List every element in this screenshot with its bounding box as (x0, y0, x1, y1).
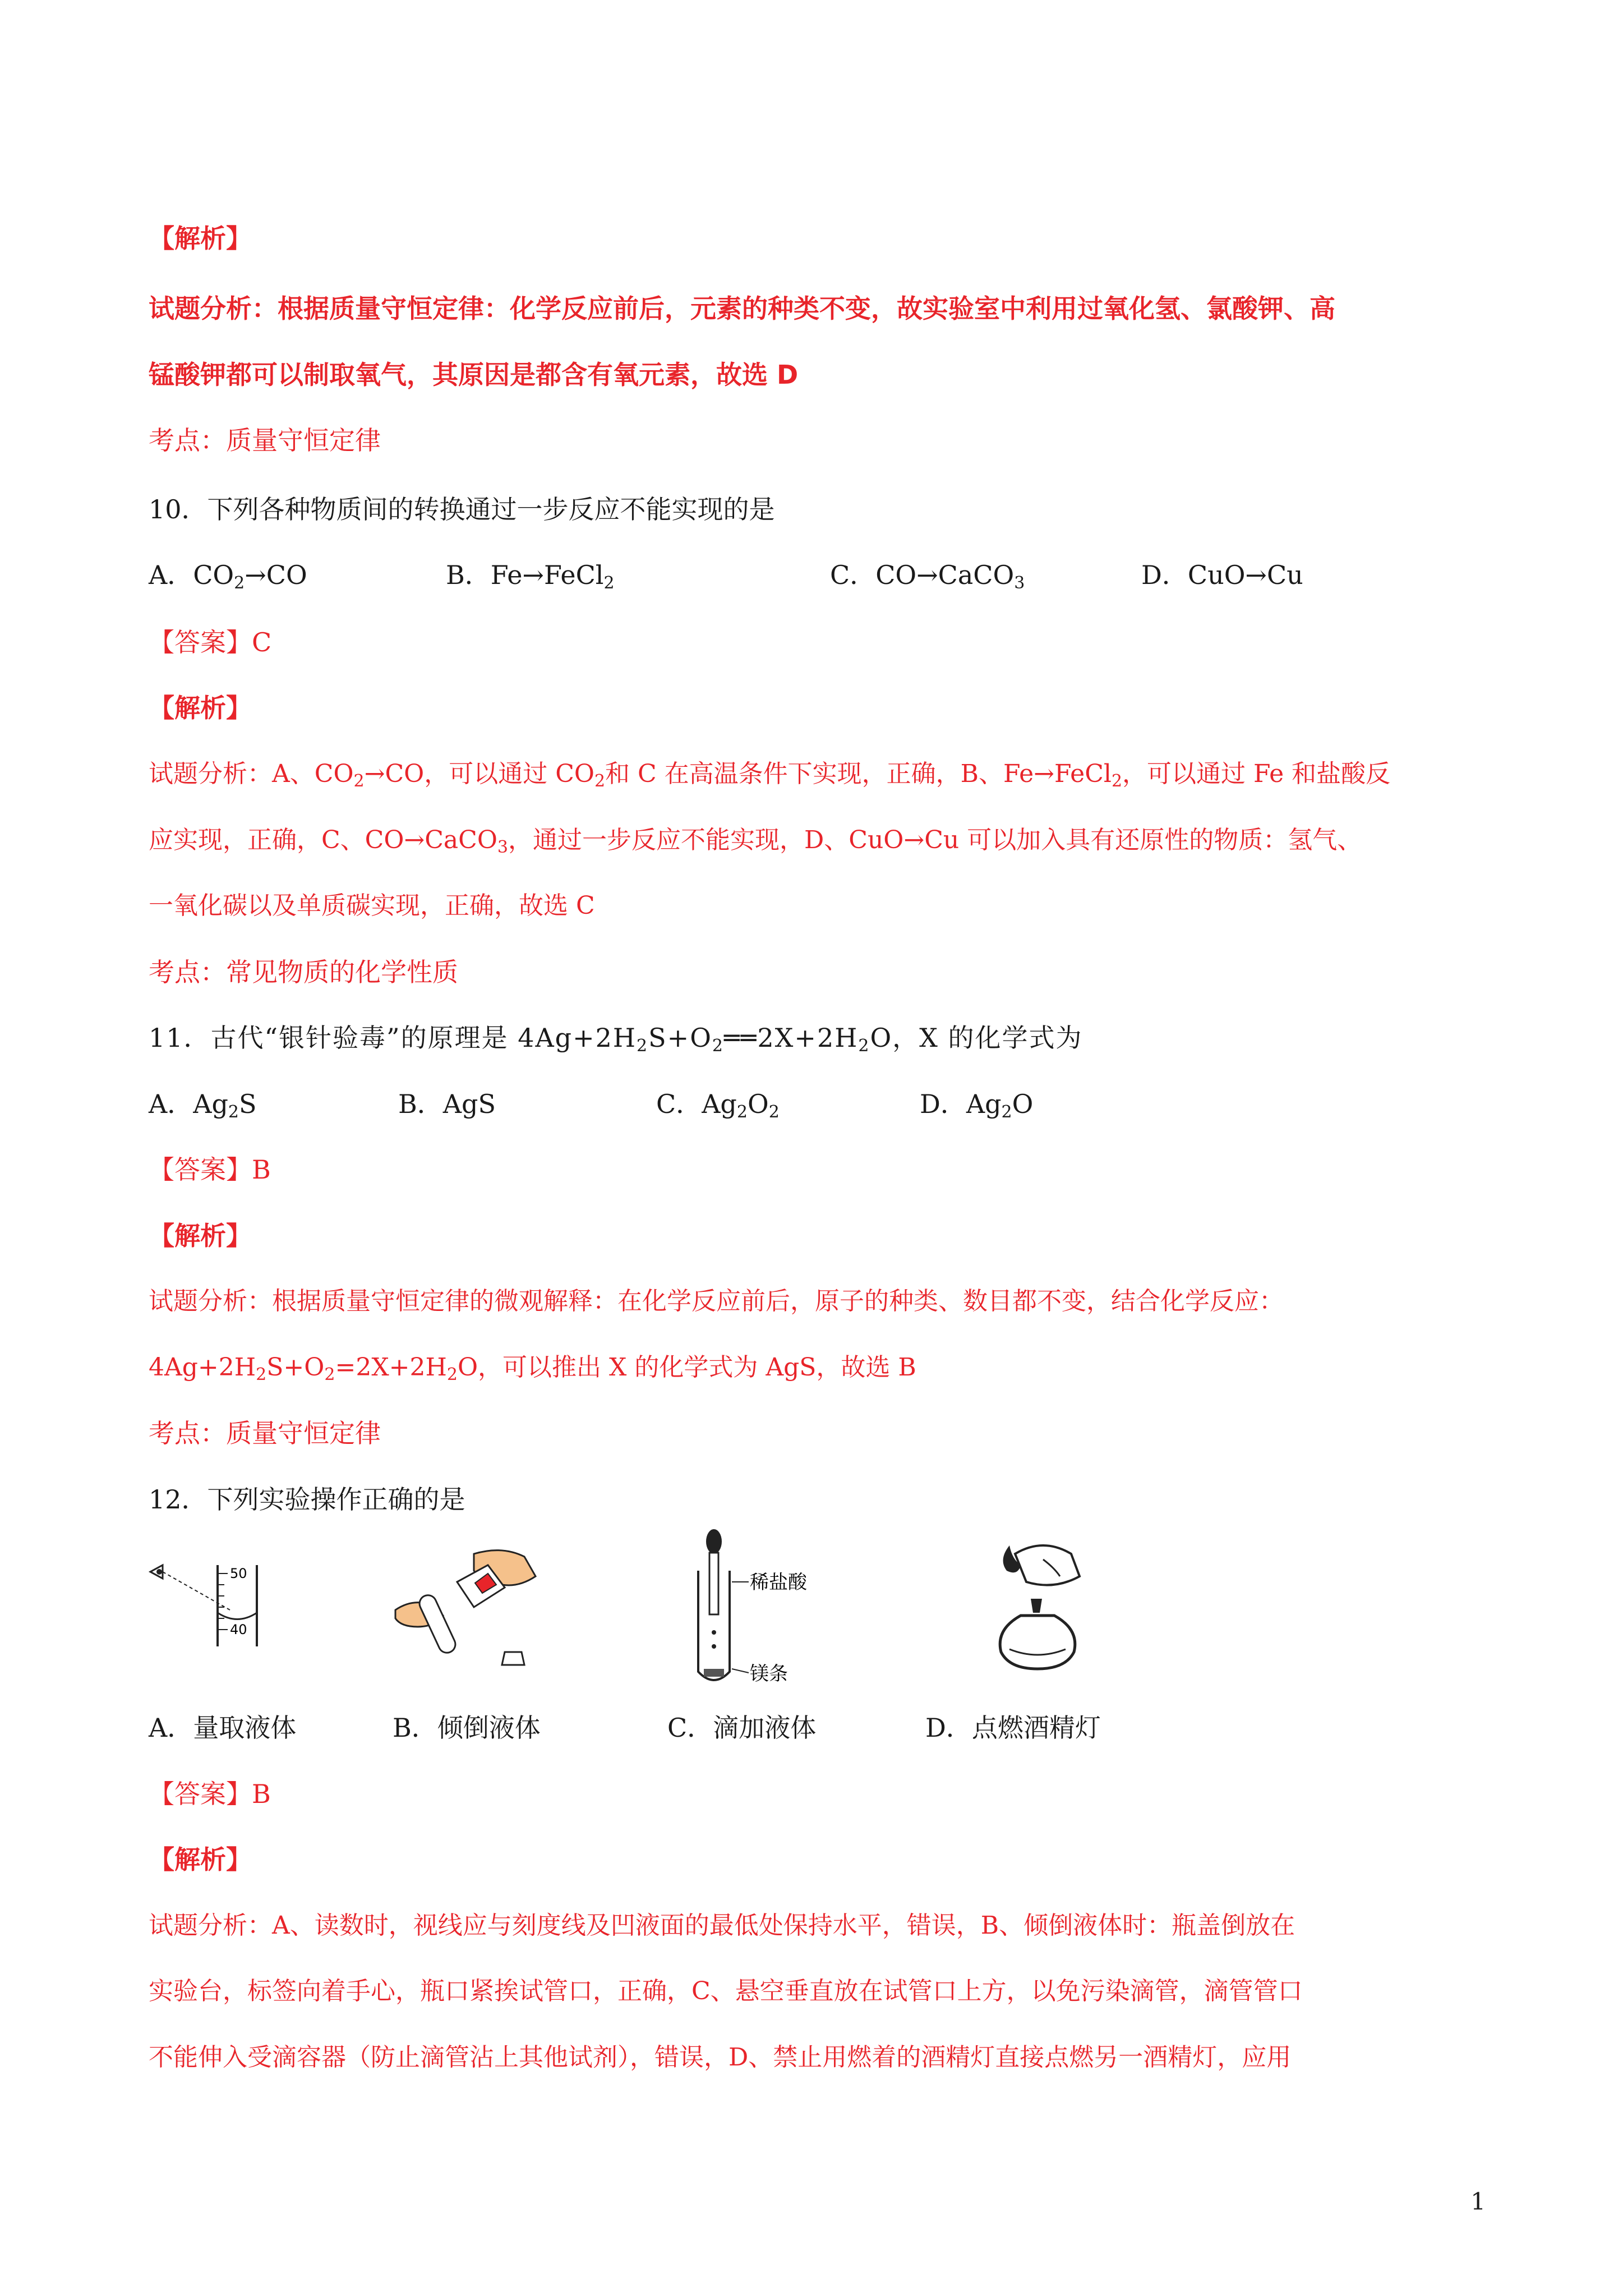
q11-analysis-line-2: $4Ag+2H_2S+O_2=2X+2H_2O$，可以推出 X 的化学式为 AgS，故选 B (149, 1353, 916, 1384)
q9-point: 考点：质量守恒定律 (149, 425, 381, 455)
q12-option-c: C．滴加液体 (667, 1713, 817, 1743)
q11-analysis-heading: 【解析】 (149, 1221, 252, 1251)
label-acid: 稀盐酸 (750, 1571, 807, 1594)
q10-stem: 10．下列各种物质间的转换通过一步反应不能实现的是 (149, 494, 775, 524)
figure-dropping-liquid (687, 1526, 872, 1694)
q11-option-d: D．$Ag_2O$ (920, 1089, 1034, 1122)
q12-stem: 12．下列实验操作正确的是 (149, 1484, 465, 1515)
eye-icon (150, 1565, 163, 1579)
q10-option-a: A．$CO_2\to CO$ (149, 560, 307, 593)
q11-analysis-line-1: 试题分析：根据质量守恒定律的微观解释：在化学反应前后，原子的种类、数目都不变，结合化学反应： (149, 1287, 1284, 1315)
scale-label-bottom: 40 (230, 1622, 247, 1637)
magnesium-strip (704, 1669, 724, 1677)
q11-option-c: C．$Ag_2O_2$ (656, 1089, 780, 1122)
q10-option-b: B．Fe→FeCl$_2$ (446, 560, 615, 593)
figure-alcohol-lamp (981, 1537, 1099, 1677)
dropper (706, 1529, 722, 1614)
q10-point: 考点：常见物质的化学性质 (149, 957, 458, 987)
q12-option-a: A．量取液体 (149, 1713, 297, 1743)
q9-analysis-line-2: 锰酸钾都可以制取氧气，其原因是都含有氧元素，故选 D (149, 360, 799, 390)
label-magnesium: 镁条 (750, 1663, 788, 1685)
figure-pouring-liquid (390, 1543, 558, 1672)
q10-analysis-line-1: 试题分析：A、$CO_2\to CO$，可以通过 $CO_2$和 C 在高温条件下实现，正确，B、Fe→FeCl$_2$，可以通过 Fe 和盐酸反 (149, 760, 1391, 791)
lamp-body (1000, 1616, 1075, 1669)
q12-analysis-heading: 【解析】 (149, 1844, 252, 1875)
q12-option-d: D．点燃酒精灯 (925, 1713, 1101, 1743)
q10-option-d: D．CuO→Cu (1141, 560, 1303, 590)
q9-analysis-heading: 【解析】 (149, 223, 252, 254)
lamp-wick (1031, 1599, 1042, 1613)
bottle-stopper (502, 1652, 524, 1665)
scale-label-top: 50 (230, 1566, 247, 1581)
q11-option-b: B．AgS (398, 1089, 496, 1119)
q12-analysis-line-2: 实验台，标签向着手心，瓶口紧挨试管口，正确，C、悬空垂直放在试管口上方，以免污染滴管，滴管管口 (149, 1977, 1303, 2005)
q10-analysis-line-3: 一氧化碳以及单质碳实现，正确，故选 C (149, 891, 595, 920)
q11-point: 考点：质量守恒定律 (149, 1418, 381, 1448)
q10-analysis-heading: 【解析】 (149, 693, 252, 723)
q12-option-b: B．倾倒液体 (393, 1713, 541, 1743)
q12-analysis-line-1: 试题分析：A、读数时，视线应与刻度线及凹液面的最低处保持水平，错误，B、倾倒液体时：瓶盖倒放在 (149, 1911, 1295, 1940)
figure-measuring-cylinder (146, 1548, 275, 1660)
page-number: 1 (1470, 2188, 1486, 2215)
q11-option-a: A．$Ag_2S$ (149, 1089, 257, 1122)
q12-analysis-line-3: 不能伸入受滴容器（防止滴管沾上其他试剂），错误，D、禁止用燃着的酒精灯直接点燃另一酒精灯，应用 (149, 2043, 1292, 2072)
q12-answer: 【答案】B (149, 1779, 271, 1809)
q10-answer: 【答案】C (149, 627, 272, 657)
q11-stem: 11．古代“银针验毒”的原理是 $4Ag+2H_2S+O_2══2X+2H_2O$，X 的化学式为 (149, 1023, 1083, 1056)
tilted-lamp (1015, 1545, 1080, 1585)
q10-analysis-line-2: 应实现，正确，C、CO→CaCO$_3$，通过一步反应不能实现，D、CuO→Cu 可以加入具有还原性的物质：氢气、 (149, 826, 1362, 857)
q11-answer: 【答案】B (149, 1154, 271, 1185)
sight-line (163, 1572, 230, 1610)
q9-analysis-line-1: 试题分析：根据质量守恒定律：化学反应前后，元素的种类不变，故实验室中利用过氧化氢、氯酸钾、高 (149, 293, 1335, 324)
q10-option-c: C．CO→CaCO$_3$ (830, 560, 1025, 593)
